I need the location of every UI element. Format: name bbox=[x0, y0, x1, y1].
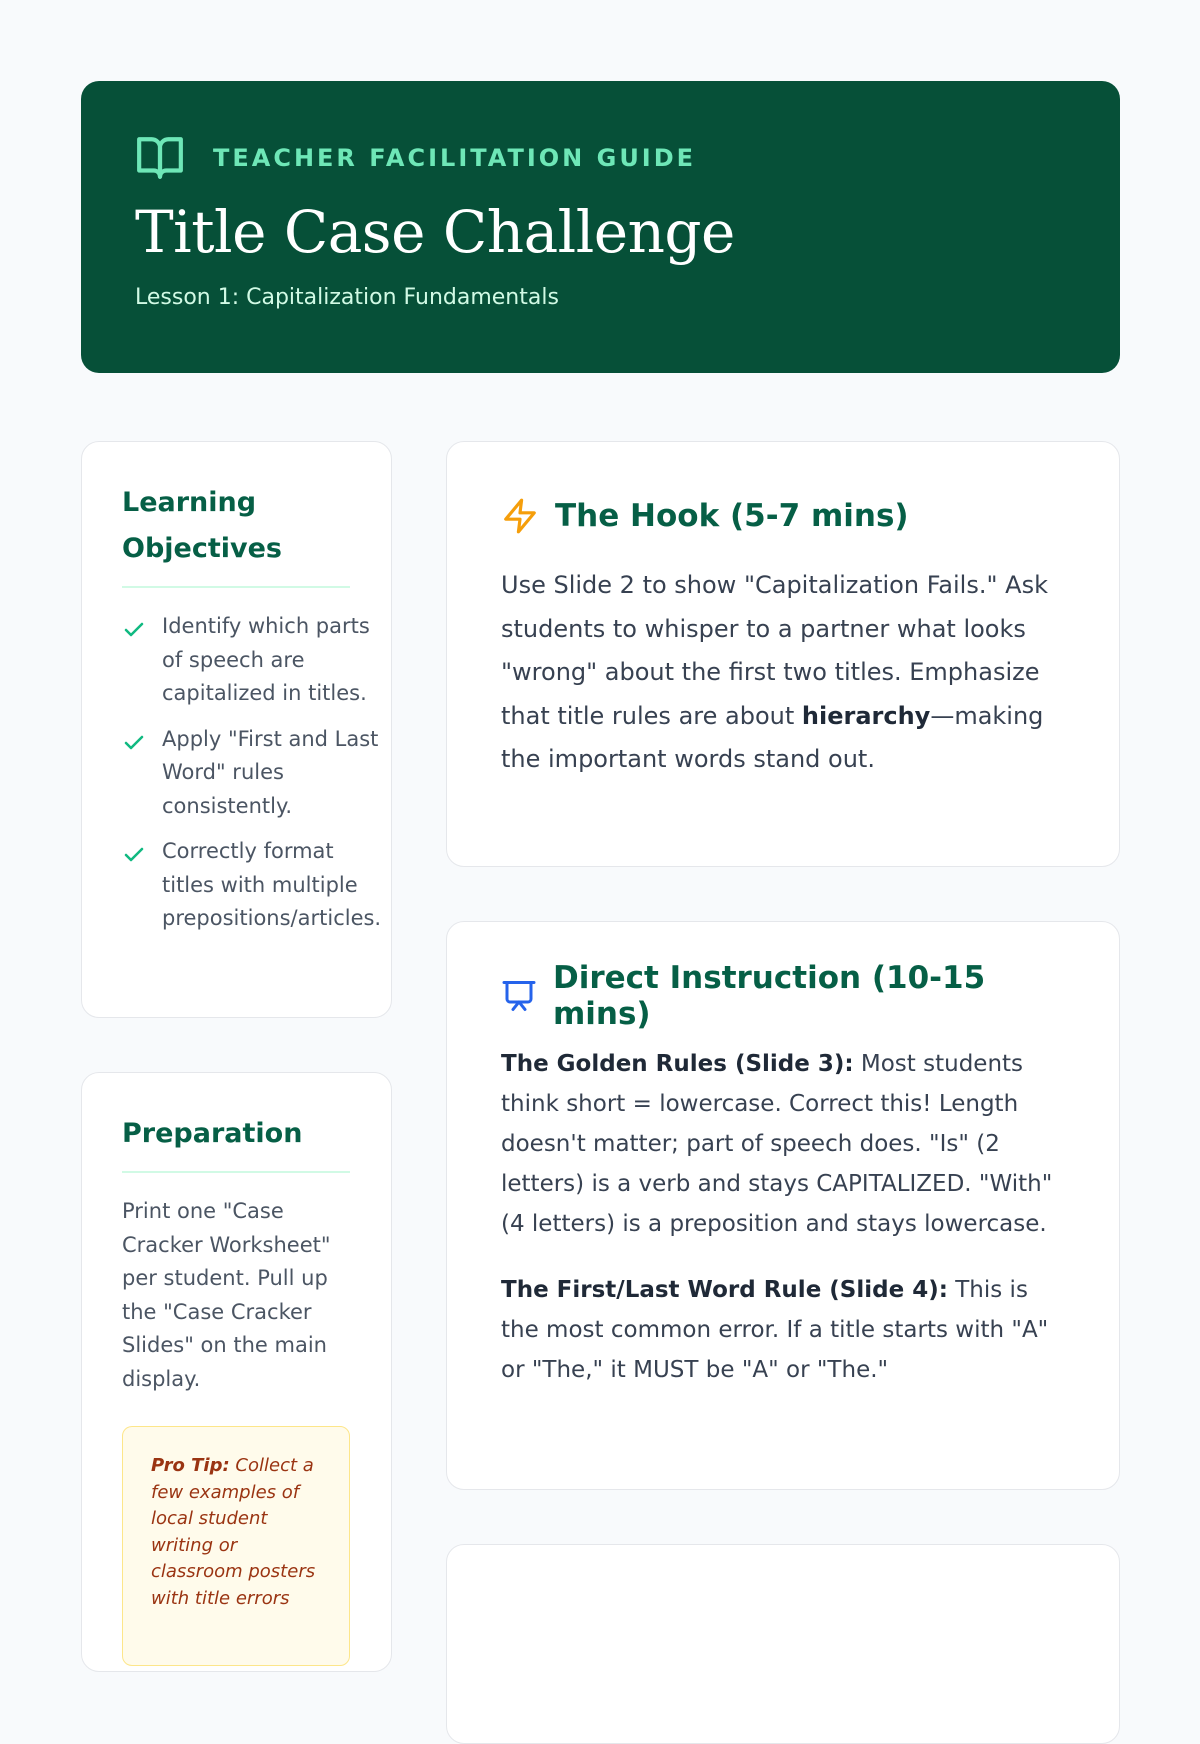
hook-text-bold: hierarchy bbox=[801, 701, 931, 730]
pro-tip-label: Pro Tip: bbox=[151, 1455, 230, 1476]
objectives-list bbox=[122, 610, 391, 936]
objectives-title: Learning Objectives bbox=[122, 480, 350, 588]
objective-text: Identify which parts of speech are capitalized in titles. bbox=[162, 614, 370, 705]
pro-tip-text: Collect a few examples of local student writing or classroom posters with title errors bbox=[151, 1455, 316, 1609]
instruction-card bbox=[446, 921, 1120, 1490]
objective-text: Correctly format titles with multiple prepositions/articles. bbox=[162, 839, 382, 930]
preparation-text: Print one "Case Cracker Worksheet" per student. Pull up the "Case Cracker Slides" on the main display. bbox=[122, 1199, 331, 1391]
presentation-icon bbox=[501, 977, 537, 1015]
objective-item bbox=[122, 610, 387, 711]
check-icon bbox=[122, 618, 146, 642]
first-last-label: The First/Last Word Rule (Slide 4): bbox=[501, 1277, 948, 1303]
hook-header bbox=[501, 494, 1065, 538]
guide-header bbox=[81, 81, 1120, 373]
book-open-icon bbox=[135, 133, 185, 183]
hook-card bbox=[446, 441, 1120, 867]
golden-rules-paragraph bbox=[501, 1044, 1065, 1244]
first-last-text: This is the most common error. If a title starts with "A" or "The," it MUST be "A" or "The." bbox=[501, 1277, 1049, 1383]
hook-text-before: Use Slide 2 to show "Capitalization Fails." Ask students to whisper to a partner what looks "wrong" about the first two titles. Emphasize that title rules are about bbox=[501, 571, 1048, 730]
instruction-title: Direct Instruction (10-15 mins) bbox=[552, 960, 986, 1032]
hook-title: The Hook (5-7 mins) bbox=[555, 498, 909, 534]
pro-tip-box bbox=[122, 1426, 350, 1666]
objective-text: Apply "First and Last Word" rules consistently. bbox=[162, 726, 379, 818]
objectives-card bbox=[81, 441, 392, 1018]
check-icon bbox=[122, 843, 146, 867]
hook-text-after: —making the important words stand out. bbox=[501, 701, 1044, 773]
next-section-card bbox=[446, 1544, 1120, 1744]
preparation-title: Preparation bbox=[122, 1111, 350, 1173]
eyebrow-label: TEACHER FACILITATION GUIDE bbox=[213, 144, 697, 172]
hook-text bbox=[501, 564, 1065, 782]
page-subtitle: Lesson 1: Capitalization Fundamentals bbox=[135, 285, 559, 310]
eyebrow-row bbox=[135, 133, 1066, 183]
first-last-paragraph bbox=[501, 1270, 1065, 1390]
check-icon bbox=[122, 731, 146, 755]
golden-rules-text: Most students think short = lowercase. Correct this! Length doesn't matter; part of speech does. "Is" (2 letters) is a verb and stays CAPITALIZED. "With" (4 letters) is a preposition and stays lowercase. bbox=[501, 1051, 1053, 1237]
page-title: Title Case Challenge bbox=[135, 198, 735, 266]
golden-rules-label: The Golden Rules (Slide 3): bbox=[501, 1051, 854, 1077]
objective-item bbox=[122, 835, 387, 936]
objective-item bbox=[122, 723, 387, 824]
lightning-icon bbox=[501, 497, 539, 535]
preparation-card bbox=[81, 1072, 392, 1672]
instruction-header bbox=[501, 960, 1065, 1032]
